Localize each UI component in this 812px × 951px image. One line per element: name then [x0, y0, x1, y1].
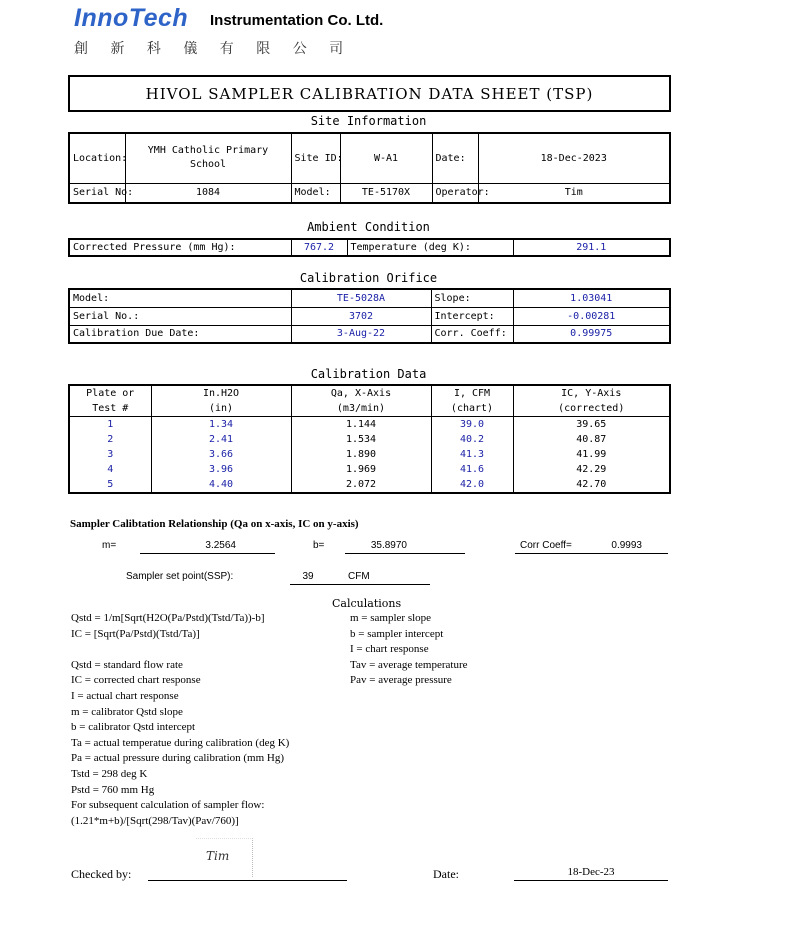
intercept-b-label: b= [313, 540, 325, 551]
rel-corr-underline [515, 553, 668, 554]
calc-line: Qstd = 1/m[Sqrt(H2O(Pa/Pstd)(Tstd/Ta))-b] [71, 612, 265, 624]
cal-header-2-3: (chart) [431, 401, 513, 417]
table-row [69, 477, 670, 493]
cal-header-2-4: (corrected) [513, 401, 670, 417]
site-id-label: Site ID: [291, 133, 340, 183]
site-info-table [68, 132, 671, 204]
calc-line: I = actual chart response [71, 689, 179, 702]
cal-header-2-0: Test # [69, 401, 151, 417]
table-cell: 3.96 [151, 462, 291, 477]
serial-label: Serial No: [69, 183, 125, 203]
table-cell: 41.3 [431, 447, 513, 462]
table-row [69, 447, 670, 462]
calc-definition: Pav = average pressure [350, 674, 452, 687]
corr-coeff-label: Corr. Coeff: [431, 325, 513, 343]
table-cell: 2 [69, 432, 151, 447]
calc-line: Tstd = 298 deg K [71, 767, 148, 780]
calc-line: IC = [Sqrt(Pa/Pstd)(Tstd/Ta)] [71, 627, 200, 640]
table-cell: 1.534 [291, 432, 431, 447]
model-label: Model: [291, 183, 340, 203]
slope-label: Slope: [431, 289, 513, 307]
calc-line: For subsequent calculation of sampler flow: [71, 799, 265, 812]
cal-header-2-1: (in) [151, 401, 291, 417]
orifice-serial-value: 3702 [291, 307, 431, 325]
table-cell: 1.890 [291, 447, 431, 462]
date-value: 18-Dec-2023 [478, 133, 670, 183]
orifice-model-label: Model: [69, 289, 291, 307]
orifice-heading: Calibration Orifice [299, 271, 438, 285]
calc-line: Pstd = 760 mm Hg [71, 783, 155, 796]
checked-by-line [148, 880, 347, 881]
calc-line: m = calibrator Qstd slope [71, 705, 183, 718]
table-cell: 2.41 [151, 432, 291, 447]
temperature-label: Temperature (deg K): [347, 239, 513, 256]
table-row [69, 417, 670, 433]
calc-line: b = calibrator Qstd intercept [71, 721, 196, 734]
table-cell: 2.072 [291, 477, 431, 493]
table-cell: 42.29 [513, 462, 670, 477]
cal-header-2-2: (m3/min) [291, 401, 431, 417]
footer-date-value: 18-Dec-23 [567, 866, 615, 878]
slope-m-underline [140, 553, 275, 554]
cal-header-1-3: I, CFM [431, 385, 513, 401]
footer-date-line [514, 880, 668, 881]
calibration-data-table [68, 384, 671, 494]
ambient-heading: Ambient Condition [307, 220, 430, 234]
calc-line: Qstd = standard flow rate [71, 658, 183, 671]
calc-line [71, 643, 289, 659]
table-cell: 39.0 [431, 417, 513, 433]
orifice-serial-label: Serial No.: [69, 307, 291, 325]
signature: Tim [206, 849, 230, 863]
due-date-value: 3-Aug-22 [291, 325, 431, 343]
table-cell: 41.6 [431, 462, 513, 477]
table-cell: 42.0 [431, 477, 513, 493]
table-cell: 40.2 [431, 432, 513, 447]
calc-definition: I = chart response [350, 643, 429, 656]
document-title: HIVOL SAMPLER CALIBRATION DATA SHEET (TSP) [68, 75, 671, 112]
table-cell: 4.40 [151, 477, 291, 493]
location-value: YMH Catholic Primary School [125, 133, 291, 183]
company-chinese-name: 創 新 科 儀 有 限 公 司 [74, 41, 353, 57]
calculations-left [71, 612, 289, 830]
due-date-label: Calibration Due Date: [69, 325, 291, 343]
table-cell: 41.99 [513, 447, 670, 462]
serial-value: 1084 [125, 183, 291, 203]
table-row [69, 462, 670, 477]
calculations-heading: Calculations [332, 597, 402, 610]
setpoint-underline [290, 584, 430, 585]
pressure-value: 767.2 [291, 239, 347, 256]
ambient-table [68, 238, 671, 257]
setpoint-label: Sampler set point(SSP): [126, 571, 234, 582]
table-cell: 1.969 [291, 462, 431, 477]
cal-header-1-1: In.H2O [151, 385, 291, 401]
calculations-right [350, 612, 468, 690]
intercept-b-value: 35.8970 [370, 540, 407, 551]
table-cell: 3 [69, 447, 151, 462]
table-cell: 1.144 [291, 417, 431, 433]
company-logo: InnoTech [74, 4, 189, 32]
footer-date-label: Date: [433, 867, 459, 881]
setpoint-unit: CFM [348, 571, 370, 582]
cal-header-1-2: Qa, X-Axis [291, 385, 431, 401]
site-info-heading: Site Information [310, 114, 427, 128]
slope-value: 1.03041 [513, 289, 670, 307]
orifice-model-value: TE-5028A [291, 289, 431, 307]
rel-corr-label: Corr Coeff= [520, 540, 572, 551]
calc-line: (1.21*m+b)/[Sqrt(298/Tav)(Pav/760)] [71, 814, 239, 827]
cal-header-1-4: IC, Y-Axis [513, 385, 670, 401]
table-cell: 5 [69, 477, 151, 493]
operator-value: Tim [478, 183, 670, 203]
setpoint-value: 39 [302, 571, 314, 582]
checked-by-label: Checked by: [71, 867, 132, 881]
table-cell: 40.87 [513, 432, 670, 447]
table-cell: 3.66 [151, 447, 291, 462]
rel-corr-value: 0.9993 [611, 540, 642, 551]
slope-m-label: m= [102, 540, 117, 551]
orifice-table [68, 288, 671, 344]
pressure-label: Corrected Pressure (mm Hg): [69, 239, 291, 256]
relationship-title: Sampler Calibtation Relationship (Qa on x-axis, IC on y-axis) [70, 518, 359, 530]
table-cell: 1 [69, 417, 151, 433]
model-value: TE-5170X [340, 183, 432, 203]
site-id-value: W-A1 [340, 133, 432, 183]
table-row [69, 432, 670, 447]
operator-label: Operator: [432, 183, 478, 203]
table-cell: 39.65 [513, 417, 670, 433]
intercept-b-underline [345, 553, 465, 554]
table-cell: 1.34 [151, 417, 291, 433]
calc-line: IC = corrected chart response [71, 674, 201, 687]
calc-line: Ta = actual temperatue during calibration (deg K) [71, 736, 290, 749]
slope-m-value: 3.2564 [205, 540, 236, 551]
calc-definition: Tav = average temperature [350, 658, 468, 671]
intercept-value: -0.00281 [513, 307, 670, 325]
corr-coeff-value: 0.99975 [513, 325, 670, 343]
date-label: Date: [432, 133, 478, 183]
calc-line: Pa = actual pressure during calibration (mm Hg) [71, 752, 285, 765]
calc-definition: m = sampler slope [350, 612, 432, 624]
cal-data-heading: Calibration Data [310, 367, 427, 381]
location-label: Location: [69, 133, 125, 183]
cal-header-1-0: Plate or [69, 385, 151, 401]
company-name: Instrumentation Co. Ltd. [210, 12, 384, 29]
intercept-label: Intercept: [431, 307, 513, 325]
table-cell: 42.70 [513, 477, 670, 493]
table-cell: 4 [69, 462, 151, 477]
temperature-value: 291.1 [513, 239, 670, 256]
calc-definition: b = sampler intercept [350, 627, 444, 640]
